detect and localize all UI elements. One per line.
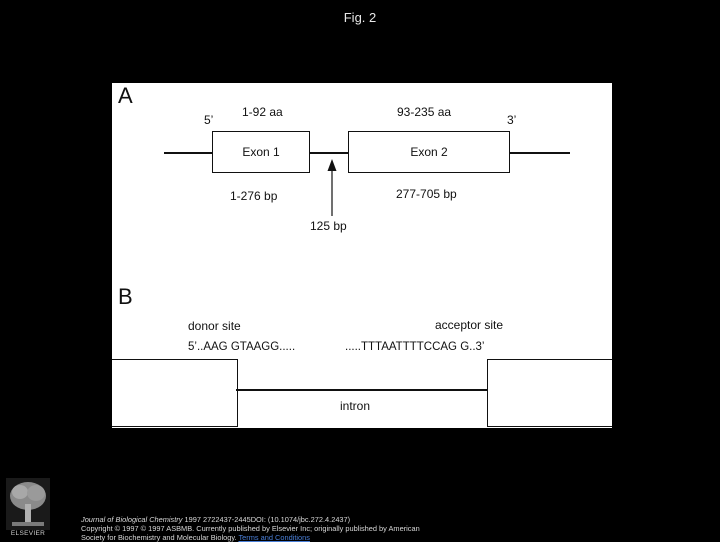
intron-line bbox=[236, 389, 487, 391]
figure-panel bbox=[112, 83, 612, 428]
figure-title: Fig. 2 bbox=[343, 10, 377, 25]
donor-sequence: 5’..AAG GTAAGG..... bbox=[188, 341, 296, 353]
three-prime-label: 3’ bbox=[507, 113, 517, 127]
exon1-label: Exon 1 bbox=[242, 145, 280, 159]
terms-link[interactable]: Terms and Conditions bbox=[238, 533, 310, 542]
intron-size-label: 125 bp bbox=[310, 219, 347, 233]
panel-b-letter: B bbox=[118, 284, 133, 309]
journal-name: Journal of Biological Chemistry bbox=[81, 515, 183, 524]
acceptor-site-label: acceptor site bbox=[435, 318, 504, 332]
exon1-box bbox=[212, 131, 310, 173]
elsevier-logo bbox=[6, 478, 50, 538]
acceptor-sequence: .....TTTAATTTTCCAG G..3’ bbox=[345, 341, 485, 353]
elsevier-tree-icon bbox=[6, 478, 50, 530]
exon1-bp-range: 1-276 bp bbox=[230, 189, 278, 203]
exon2-box bbox=[348, 131, 510, 173]
intron-arrow-icon bbox=[322, 159, 342, 217]
copyright-text: Copyright © 1997 © 1997 ASBMB. Currently published by Elsevier Inc; originally published by American bbox=[81, 524, 420, 533]
exon1-aa-range: 1-92 aa bbox=[242, 105, 283, 119]
exon2-label: Exon 2 bbox=[410, 145, 448, 159]
footer-citation bbox=[81, 515, 420, 542]
five-prime-label: 5’ bbox=[204, 113, 214, 127]
exon2-aa-range: 93-235 aa bbox=[397, 105, 452, 119]
intron-label: intron bbox=[340, 399, 371, 413]
elsevier-logo-text: ELSEVIER bbox=[10, 530, 46, 537]
citation-text: 1997 2722437-2445DOI: (10.1074/jbc.272.4.2437) bbox=[182, 515, 351, 524]
exon2-bp-range: 277-705 bp bbox=[396, 187, 457, 201]
donor-site-label: donor site bbox=[188, 319, 241, 333]
downstream-exon-box bbox=[487, 359, 612, 427]
panel-a-letter: A bbox=[118, 83, 133, 108]
upstream-exon-box bbox=[112, 359, 238, 427]
society-text: Society for Biochemistry and Molecular Biology. bbox=[81, 533, 237, 542]
